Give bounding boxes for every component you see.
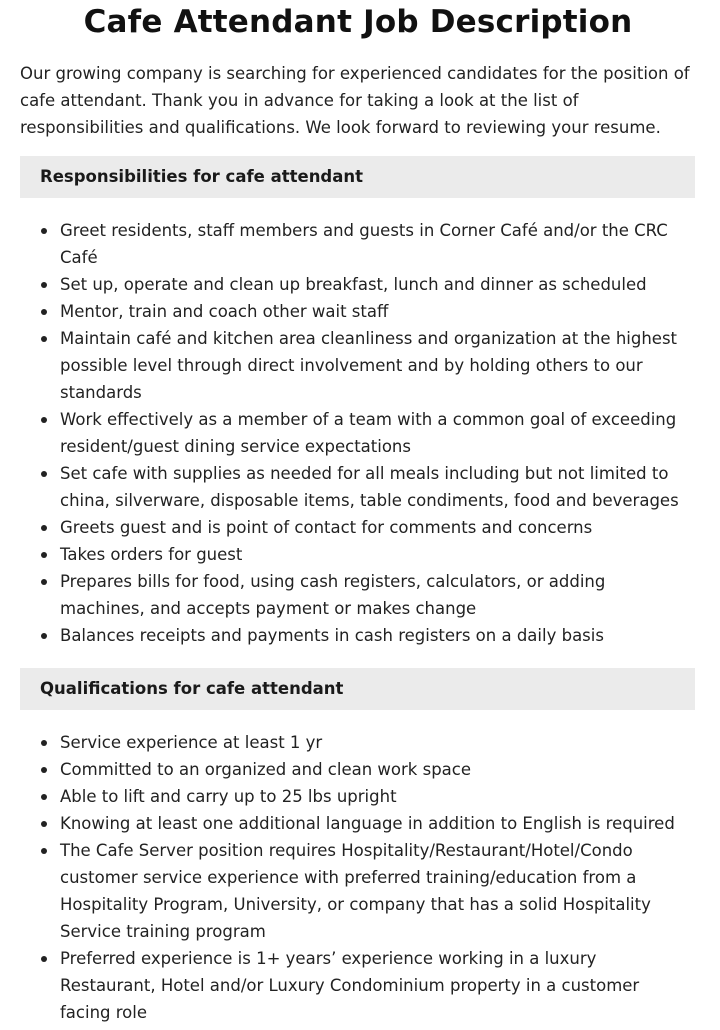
list-item — [60, 810, 692, 837]
list-item-text: Preferred experience is 1+ years’ experience working in a luxury Restaurant, Hotel and/or Luxury Condominium property in a customer facing role — [60, 949, 640, 1022]
bullet-icon — [41, 336, 47, 342]
qualifications-heading: Qualifications for cafe attendant — [20, 668, 695, 710]
list-item — [60, 783, 692, 810]
bullet-icon — [41, 309, 47, 315]
intro-paragraph: Our growing company is searching for experienced candidates for the position of cafe attendant. Thank you in advance for taking a look at the list of responsibilities and qualifications. We look forward to reviewing your resume. — [20, 64, 690, 137]
list-item — [60, 729, 692, 756]
list-item-text: The Cafe Server position requires Hospitality/Restaurant/Hotel/Condo customer service experience with preferred training/education from a Hospitality Program, University, or company that has a solid Hospitality Service training program — [60, 841, 651, 941]
list-item — [60, 325, 692, 406]
list-item — [60, 541, 692, 568]
bullet-icon — [41, 525, 47, 531]
bullet-icon — [41, 821, 47, 827]
list-item — [60, 460, 692, 514]
list-item-text: Maintain café and kitchen area cleanliness and organization at the highest possible level through direct involvement and by holding others to our standards — [60, 329, 678, 402]
responsibilities-list — [20, 217, 692, 649]
list-item-text: Committed to an organized and clean work space — [60, 760, 472, 779]
list-item — [60, 271, 692, 298]
list-item — [60, 756, 692, 783]
responsibilities-heading: Responsibilities for cafe attendant — [20, 156, 695, 198]
list-item-text: Balances receipts and payments in cash registers on a daily basis — [60, 626, 604, 645]
list-item-text: Takes orders for guest — [60, 545, 243, 564]
list-item — [60, 837, 692, 945]
list-item — [60, 217, 692, 271]
list-item — [60, 298, 692, 325]
page-title: Cafe Attendant Job Description — [83, 4, 633, 40]
bullet-icon — [41, 794, 47, 800]
list-item-text: Greet residents, staff members and guests in Corner Café and/or the CRC Café — [60, 221, 668, 267]
list-item-text: Set cafe with supplies as needed for all meals including but not limited to china, silverware, disposable items, table condiments, food and beverages — [60, 464, 679, 510]
bullet-icon — [41, 848, 47, 854]
bullet-icon — [41, 228, 47, 234]
bullet-icon — [41, 579, 47, 585]
list-item-text: Mentor, train and coach other wait staff — [60, 302, 389, 321]
qualifications-list — [20, 729, 692, 1026]
list-item-text: Greets guest and is point of contact for comments and concerns — [60, 518, 593, 537]
list-item-text: Work effectively as a member of a team with a common goal of exceeding resident/guest dining service expectations — [60, 410, 677, 456]
list-item — [60, 406, 692, 460]
list-item — [60, 622, 692, 649]
list-item — [60, 514, 692, 541]
bullet-icon — [41, 471, 47, 477]
bullet-icon — [41, 282, 47, 288]
list-item-text: Prepares bills for food, using cash registers, calculators, or adding machines, and accepts payment or makes change — [60, 572, 606, 618]
bullet-icon — [41, 552, 47, 558]
bullet-icon — [41, 956, 47, 962]
list-item-text: Service experience at least 1 yr — [60, 733, 323, 752]
list-item — [60, 568, 692, 622]
list-item — [60, 945, 692, 1026]
bullet-icon — [41, 740, 47, 746]
list-item-text: Knowing at least one additional language in addition to English is required — [60, 814, 675, 833]
bullet-icon — [41, 633, 47, 639]
bullet-icon — [41, 767, 47, 773]
list-item-text: Set up, operate and clean up breakfast, lunch and dinner as scheduled — [60, 275, 647, 294]
bullet-icon — [41, 417, 47, 423]
list-item-text: Able to lift and carry up to 25 lbs upright — [60, 787, 397, 806]
